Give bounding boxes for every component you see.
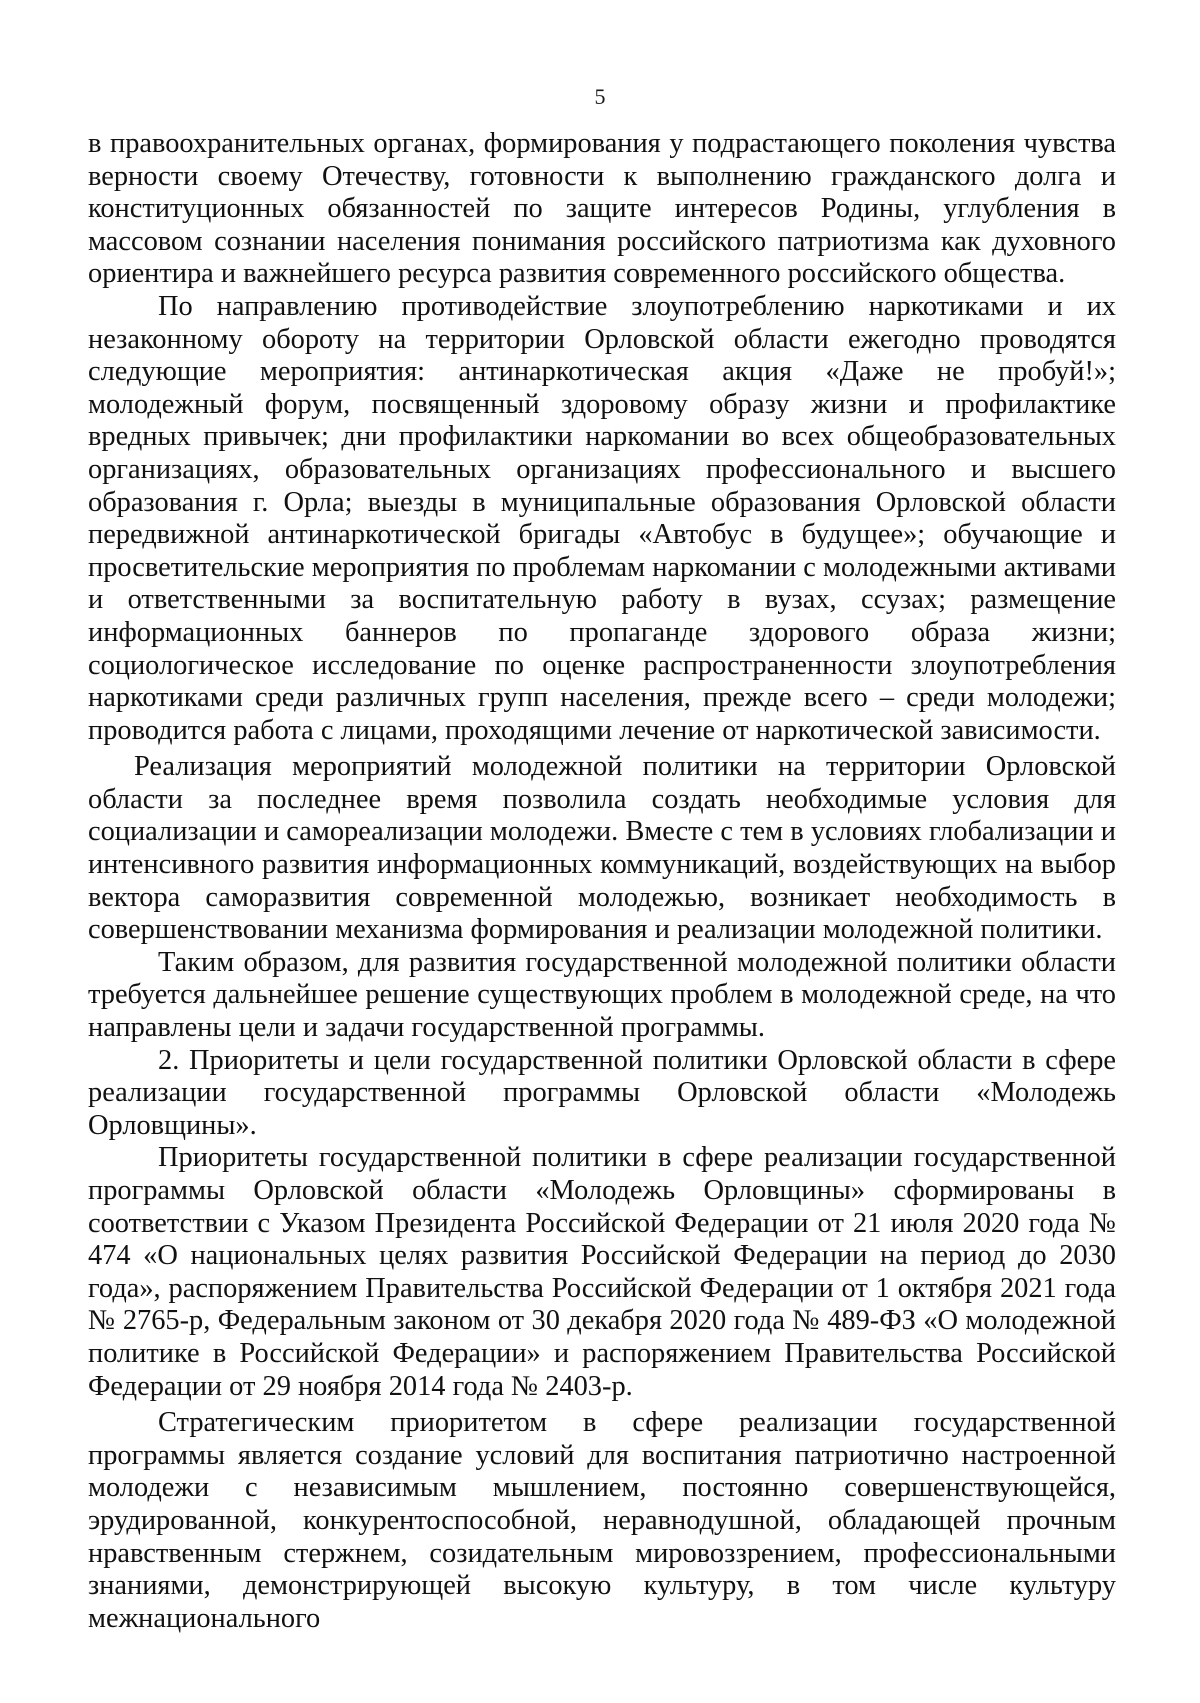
paragraph-conclusion: Таким образом, для развития государственной молодежной политики области требуется дальнейшее решение существующих проблем в молодежной среде, на что направлены цели и задачи государственной программы.	[88, 946, 1116, 1044]
paragraph-strategic-priority: Стратегическим приоритетом в сфере реализации государственной программы является создание условий для воспитания патриотично настроенной молодежи с независимым мышлением, постоянно совершенствующейся, эрудированной, конкурентоспособной, неравнодушной, обладающей прочным нравственным стержнем, созидательным мировоззрением, профессиональными знаниями, демонстрирующей высокую культуру, в том числе культуру межнационального	[88, 1407, 1116, 1634]
paragraph-anti-drug-measures: По направлению противодействие злоупотреблению наркотиками и их незаконному обороту на территории Орловской области ежегодно проводятся следующие мероприятия: антинаркотическая акция «Даже не пробуй!»; молодежный форум, посвященный здоровому образу жизни и профилактике вредных привычек; дни профилактики наркомании во всех общеобразовательных организациях, образовательных организациях профессионального и высшего образования г. Орла; выезды в муниципальные образования Орловской области передвижной антинаркотической бригады «Автобус в будущее»; обучающие и просветительские мероприятия по проблемам наркомании с молодежными активами и ответственными за воспитательную работу в вузах, ссузах; размещение информационных баннеров по пропаганде здорового образа жизни; социологическое исследование по оценке распространенности злоупотребления наркотиками среди различных групп населения, прежде всего – среди молодежи; проводится работа с лицами, проходящими лечение от наркотической зависимости.	[88, 290, 1116, 746]
paragraph-patriotism-continuation: в правоохранительных органах, формирования у подрастающего поколения чувства верности своему Отечеству, готовности к выполнению гражданского долга и конституционных обязанностей по защите интересов Родины, углубления в массовом сознании населения понимания российского патриотизма как духовного ориентира и важнейшего ресурса развития современного российского общества.	[88, 128, 1116, 290]
document-body	[88, 128, 1116, 1635]
section-heading-priorities: 2. Приоритеты и цели государственной политики Орловской области в сфере реализации государственной программы Орловской области «Молодежь Орловщины».	[88, 1044, 1116, 1141]
page-number: 5	[594, 84, 606, 109]
paragraph-priorities-legal-basis: Приоритеты государственной политики в сфере реализации государственной программы Орловской области «Молодежь Орловщины» сформированы в соответствии с Указом Президента Российской Федерации от 21 июля 2020 года № 474 «О национальных целях развития Российской Федерации на период до 2030 года», распоряжением Правительства Российской Федерации от 1 октября 2021 года № 2765-р, Федеральным законом от 30 декабря 2020 года № 489-ФЗ «О молодежной политике в Российской Федерации» и распоряжением Правительства Российской Федерации от 29 ноября 2014 года № 2403-р.	[88, 1142, 1116, 1402]
paragraph-youth-policy-results: Реализация мероприятий молодежной политики на территории Орловской области за последнее время позволила создать необходимые условия для социализации и самореализации молодежи. Вместе с тем в условиях глобализации и интенсивного развития информационных коммуникаций, воздействующих на выбор вектора саморазвития современной молодежью, возникает необходимость в совершенствовании механизма формирования и реализации молодежной политики.	[88, 751, 1116, 946]
